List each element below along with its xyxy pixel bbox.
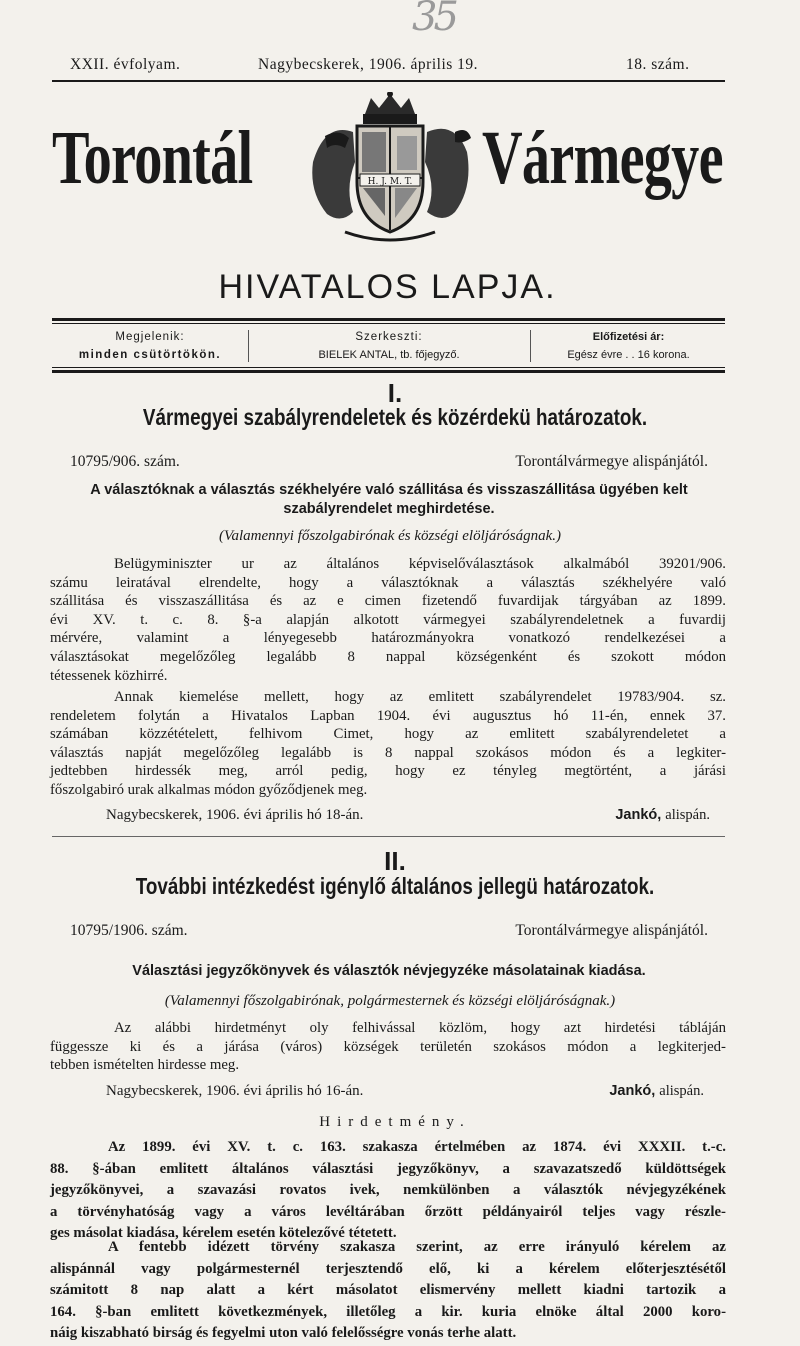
info-publication-value: minden csütörtökön.	[78, 349, 222, 361]
info-bar-bottom-rule-thin	[52, 367, 725, 368]
section-2-addressees: (Valamennyi főszolgabirónak, polgármesternek és községi elöljáróságnak.)	[164, 993, 616, 1009]
section-1-addressees: (Valamennyi főszolgabirónak és községi elöljáróságnak.)	[218, 528, 562, 544]
reference-issuer: Torontálvármegye alispánjától.	[515, 922, 708, 939]
section-1-signature	[70, 807, 710, 824]
info-subscription	[532, 328, 725, 364]
section-1-headline	[50, 481, 728, 519]
reference-number: 10795/1906. szám.	[70, 922, 188, 939]
headline-line: A választóknak a választás székhelyére való szállitása és visszaszállitása ügyében kelt	[90, 482, 688, 498]
section-1-number: I.	[387, 378, 403, 408]
section-2-signature	[70, 1083, 710, 1100]
reference-issuer: Torontálvármegye alispánjától.	[515, 453, 708, 470]
signature-name	[615, 807, 710, 824]
issue-number: 18. szám.	[626, 56, 690, 73]
text-line: jedtebben hirdessék meg, arról pedig, hogy ez tényleg megtörtént, a járási	[50, 763, 726, 780]
signature-place-date: Nagybecskerek, 1906. évi április hó 16-án.	[106, 1083, 364, 1099]
text-line: náig kiszabható birság és fegyelmi uton való felelősségre vonás terhe alatt.	[50, 1325, 517, 1341]
text-line: évi XV. t. c. 8. §-a alapján alkotott vármegyei szabályrendeletnek a fuvardij	[50, 611, 726, 628]
text-line: függessze ki és a járása (város) községek területén szokásos módon a legkiterjed-	[50, 1038, 726, 1055]
text-line: mérvére, valamint a lényegesebb határozmányokra vonatkozó rendelkezései a	[50, 630, 726, 647]
info-publication-label: Megjelenik:	[115, 331, 185, 343]
info-bar-bottom-rule	[52, 370, 725, 373]
text-line: választás napját megelőzőleg legalább is 8 nappal szokásos módon és a legkiter-	[50, 744, 726, 761]
signer-title: alispán.	[665, 807, 710, 823]
coat-of-arms-text: H. J. M. T.	[367, 177, 413, 187]
handwritten-page-number: 35	[412, 0, 455, 40]
signature-name	[609, 1083, 710, 1100]
text-line: Az alábbi hirdetményt oly felhivással közlöm, hogy azt hirdetési tábláján	[114, 1020, 726, 1036]
text-line: tétessenek közhirré.	[50, 667, 168, 684]
info-bar-top-rule	[52, 318, 725, 321]
text-line: Belügyminiszter ur az általános képviselőválasztások alkalmából 39201/906.	[114, 556, 726, 572]
header-rule	[52, 80, 725, 82]
info-editor-label: Szerkeszti:	[355, 331, 423, 343]
signer-name: Jankó,	[609, 1083, 656, 1099]
section-2-headline: Választási jegyzőkönyvek és választók névjegyzéke másolatainak kiadása.	[132, 963, 646, 979]
section-1-reference	[70, 453, 708, 471]
info-divider	[248, 330, 249, 362]
info-subscription-label: Előfizetési ár:	[592, 331, 665, 343]
info-bar-top-rule-thin	[52, 323, 725, 324]
notice-heading: Hirdetmény.	[319, 1114, 471, 1130]
text-line: A fentebb idézett törvény szakasza szerint, az erre irányuló kérelem az	[108, 1239, 726, 1255]
text-line: alispánnál vagy polgármesternél terjesztendő elő, ki a kérelem előterjesztésétől	[50, 1260, 726, 1277]
section-2-reference	[70, 922, 708, 940]
notice-paragraph-2	[50, 1237, 726, 1345]
section-1-title: Vármegyei szabályrendeletek és közérdekü határozatok.	[142, 404, 648, 430]
text-line: választásokat megelőzőleg legalább 8 nappal községenként és szokott módon	[50, 648, 726, 665]
text-line: rendeletem folytán a Hivatalos Lapban 1904. évi augusztus hó 11-én, ennek 37.	[50, 707, 726, 724]
section-1-paragraph-1	[50, 555, 726, 685]
place-date: Nagybecskerek, 1906. április 19.	[258, 56, 479, 73]
headline-line: szabályrendelet meghirdetése.	[283, 501, 495, 517]
text-line: számitott 8 nap alatt a kért másolatot elismervény mellett kiadni tartozik a	[50, 1282, 726, 1298]
text-line: tebben ismételten hirdesse meg.	[50, 1057, 240, 1074]
signer-title: alispán.	[659, 1083, 704, 1099]
coat-of-arms-icon	[305, 92, 475, 252]
masthead-subtitle: HIVATALOS LAPJA.	[218, 268, 557, 306]
masthead-title-left: Torontál	[52, 116, 253, 200]
info-divider	[530, 330, 531, 362]
text-line: Az 1899. évi XV. t. c. 163. szakasza értelmében az 1874. évi XXXII. t.-c.	[108, 1139, 726, 1155]
text-line: a törvényhatóság vagy a város levéltárában őrzött példányairól teljes vagy részle-	[50, 1203, 726, 1220]
signature-place-date: Nagybecskerek, 1906. évi április hó 18-án.	[106, 807, 364, 823]
text-line: Annak kiemelése mellett, hogy az emlitett szabályrendelet 19783/904. sz.	[114, 689, 726, 705]
info-editor	[250, 328, 528, 364]
volume-label: XXII. évfolyam.	[70, 56, 181, 73]
section-2-title: További intézkedést igénylő általános jellegü határozatok.	[135, 873, 655, 899]
reference-number: 10795/906. szám.	[70, 453, 180, 470]
text-line: szállitása és visszaszállitása és az e cimen fizetendő fuvardijak tárgyában az 1899.	[50, 593, 726, 610]
text-line: főszolgabiró urak alkalmas módon győződjenek meg.	[50, 781, 368, 798]
info-subscription-value: Egész évre . . 16 korona.	[567, 349, 690, 361]
text-line: számában közzétételett, felhivom Cimet, hogy az emlitett szabályrendeletet a	[50, 726, 726, 743]
section-2-paragraph-1	[50, 1019, 726, 1075]
text-line: 164. §-ban emlitett következmények, illetőleg a kir. kuria elnöke által 2000 koro-	[50, 1303, 726, 1320]
signer-name: Jankó,	[615, 807, 662, 823]
section-1-paragraph-2	[50, 688, 726, 800]
section-2-number: II.	[384, 846, 406, 876]
info-editor-value: BIELEK ANTAL, tb. főjegyző.	[318, 349, 460, 361]
info-publication	[52, 328, 248, 364]
notice-paragraph-1	[50, 1137, 726, 1245]
masthead-title-right: Vármegye	[482, 116, 723, 200]
text-line: jegyzőkönyvei, a szavazási rovatos ivek, nemkülönben a választók névjegyzékének	[50, 1182, 726, 1198]
section-divider	[52, 836, 725, 837]
text-line: számu leiratával elrendelte, hogy a választóknak a választás székhelyére való	[50, 574, 726, 591]
text-line: ges másolat kiadása, kérelem esetén kötelezővé tétetett.	[50, 1225, 397, 1241]
text-line: 88. §-ában emlitett általános választási jegyzőkönyv, a szavazatszedő küldöttségek	[50, 1160, 726, 1177]
